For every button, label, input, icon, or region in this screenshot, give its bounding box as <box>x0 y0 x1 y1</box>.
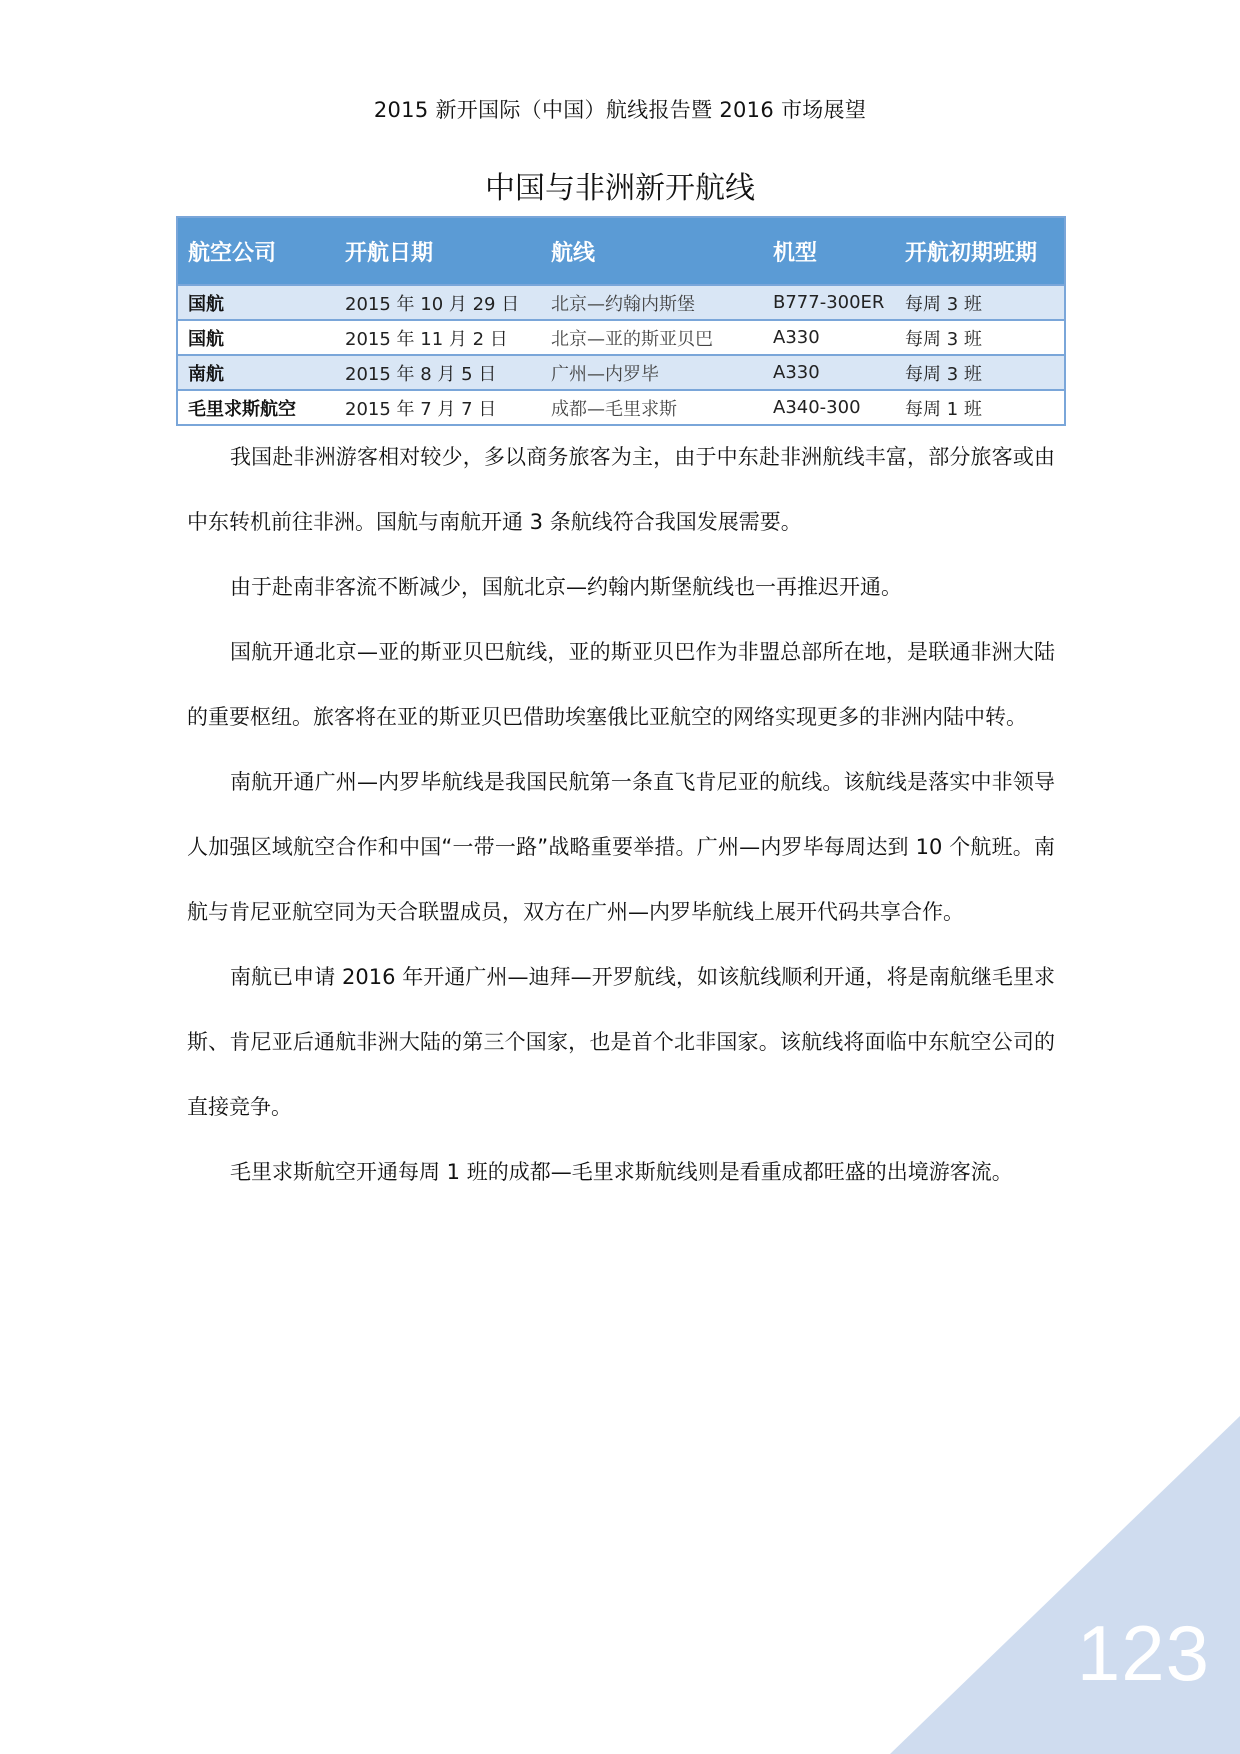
table-header-row <box>177 217 1065 285</box>
table-row <box>177 285 1065 320</box>
paragraph: 由于赴南非客流不断减少，国航北京—约翰内斯堡航线也一再推迟开通。 <box>230 575 902 599</box>
running-header: 2015 新开国际（中国）航线报告暨 2016 市场展望 <box>373 98 867 122</box>
cell-airline: 毛里求斯航空 <box>177 390 335 425</box>
corner-decoration <box>890 1416 1240 1754</box>
cell-frequency: 每周 3 班 <box>895 355 1065 390</box>
cell-airline: 国航 <box>177 285 335 320</box>
table-row <box>177 320 1065 355</box>
table-row <box>177 355 1065 390</box>
cell-aircraft: A340-300 <box>763 390 895 425</box>
cell-aircraft: A330 <box>763 355 895 390</box>
paragraph: 我国赴非洲游客相对较少，多以商务旅客为主，由于中东赴非洲航线丰富，部分旅客或由中东转机前往非洲。国航与南航开通 3 条航线符合我国发展需要。 <box>187 445 1055 534</box>
cell-date: 2015 年 10 月 29 日 <box>335 285 541 320</box>
body-text <box>187 425 1055 1205</box>
cell-aircraft: A330 <box>763 320 895 355</box>
table-title: 中国与非洲新开航线 <box>485 171 755 206</box>
cell-aircraft: B777-300ER <box>763 285 895 320</box>
cell-route: 广州—内罗毕 <box>541 355 763 390</box>
cell-route: 成都—毛里求斯 <box>541 390 763 425</box>
cell-frequency: 每周 3 班 <box>895 320 1065 355</box>
column-header-date: 开航日期 <box>335 217 541 285</box>
corner-triangle-shape <box>890 1416 1240 1754</box>
paragraph: 南航开通广州—内罗毕航线是我国民航第一条直飞肯尼亚的航线。该航线是落实中非领导人加强区域航空合作和中国“一带一路”战略重要举措。广州—内罗毕每周达到 10 个航班。南航与肯尼亚航空同为天合联盟成员，双方在广州—内罗毕航线上展开代码共享合作。 <box>187 770 1055 924</box>
cell-airline: 国航 <box>177 320 335 355</box>
column-header-frequency: 开航初期班期 <box>895 217 1065 285</box>
cell-route: 北京—约翰内斯堡 <box>541 285 763 320</box>
column-header-aircraft: 机型 <box>763 217 895 285</box>
cell-frequency: 每周 3 班 <box>895 285 1065 320</box>
paragraph: 毛里求斯航空开通每周 1 班的成都—毛里求斯航线则是看重成都旺盛的出境游客流。 <box>230 1160 1013 1184</box>
cell-date: 2015 年 8 月 5 日 <box>335 355 541 390</box>
cell-date: 2015 年 11 月 2 日 <box>335 320 541 355</box>
cell-route: 北京—亚的斯亚贝巴 <box>541 320 763 355</box>
paragraph: 国航开通北京—亚的斯亚贝巴航线，亚的斯亚贝巴作为非盟总部所在地，是联通非洲大陆的重要枢纽。旅客将在亚的斯亚贝巴借助埃塞俄比亚航空的网络实现更多的非洲内陆中转。 <box>187 640 1055 729</box>
cell-airline: 南航 <box>177 355 335 390</box>
paragraph: 南航已申请 2016 年开通广州—迪拜—开罗航线，如该航线顺利开通，将是南航继毛里求斯、肯尼亚后通航非洲大陆的第三个国家，也是首个北非国家。该航线将面临中东航空公司的直接竞争。 <box>187 965 1055 1119</box>
cell-frequency: 每周 1 班 <box>895 390 1065 425</box>
table-row <box>177 390 1065 425</box>
column-header-airline: 航空公司 <box>177 217 335 285</box>
page-number: 123 <box>1076 1609 1210 1697</box>
column-header-route: 航线 <box>541 217 763 285</box>
routes-table <box>176 216 1066 426</box>
cell-date: 2015 年 7 月 7 日 <box>335 390 541 425</box>
